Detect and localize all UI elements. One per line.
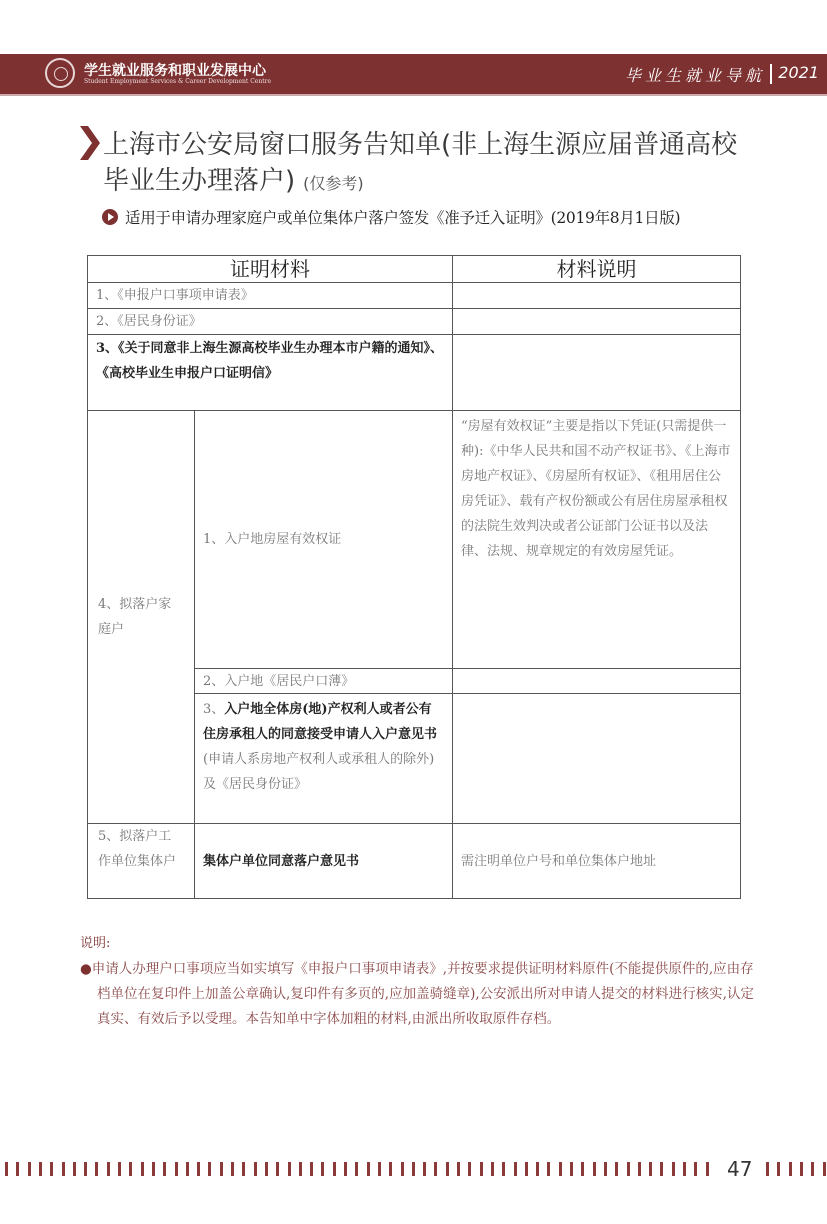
footer-tick <box>660 1162 663 1176</box>
notes-label: 说明: <box>80 936 111 951</box>
materials-table <box>87 255 741 899</box>
table-row-4-2-description <box>452 668 741 694</box>
footer-tick <box>694 1162 697 1176</box>
org-name-en: Student Employment Services & Career Development Centre <box>84 78 272 85</box>
footer-tick <box>231 1162 234 1176</box>
footer-tick <box>220 1162 223 1176</box>
footer-tick <box>378 1162 381 1176</box>
footer-tick <box>672 1162 675 1176</box>
footer-tick <box>242 1162 245 1176</box>
footer-tick <box>525 1162 528 1176</box>
table-row-5-label: 5、拟落户工作单位集体户 <box>87 823 195 899</box>
page-title-line1: 上海市公安局窗口服务告知单(非上海生源应届普通高校 <box>103 130 738 160</box>
footer-tick <box>627 1162 630 1176</box>
table-row-1-description <box>452 282 741 309</box>
table-row-2-material: 2、《居民身份证》 <box>87 308 453 335</box>
footer-tick <box>333 1162 336 1176</box>
footer-tick <box>175 1162 178 1176</box>
footer-tick <box>197 1162 200 1176</box>
footer-tick <box>265 1162 268 1176</box>
footer-tick <box>107 1162 110 1176</box>
footer-tick <box>163 1162 166 1176</box>
footer-tick <box>118 1162 121 1176</box>
footer-tick <box>208 1162 211 1176</box>
table-header-description: 材料说明 <box>452 255 741 283</box>
footer-tick <box>276 1162 279 1176</box>
page-title-line2 <box>103 160 364 197</box>
footer-tick <box>129 1162 132 1176</box>
page-title-line2-text: 毕业生办理落户) <box>103 166 296 196</box>
footer-tick <box>321 1162 324 1176</box>
table-row-3-description <box>452 334 741 411</box>
footer-tick <box>95 1162 98 1176</box>
footer-tick <box>581 1162 584 1176</box>
footer-tick <box>84 1162 87 1176</box>
table-row-1-material: 1、《申报户口事项申请表》 <box>87 282 453 309</box>
footer-tick <box>502 1162 505 1176</box>
footer-tick <box>288 1162 291 1176</box>
guide-year: 2021 <box>778 63 819 82</box>
footer-ticks-left <box>5 1162 715 1176</box>
footer-tick <box>434 1162 437 1176</box>
header-band <box>0 54 827 96</box>
footer-ticks-right <box>766 1162 826 1176</box>
footer-tick <box>615 1162 618 1176</box>
play-bullet-icon <box>102 209 118 225</box>
row-4-3-suffix: (申请人系房地产权利人或承租人的除外)及《居民身份证》 <box>203 752 435 792</box>
footer-tick <box>766 1162 769 1176</box>
reference-note: (仅参考) <box>303 174 364 193</box>
footer-tick <box>16 1162 19 1176</box>
footer-tick <box>491 1162 494 1176</box>
footer-tick <box>5 1162 8 1176</box>
footer-tick <box>823 1162 826 1176</box>
footer-tick <box>73 1162 76 1176</box>
footer-tick <box>423 1162 426 1176</box>
table-row-4-label <box>87 410 195 824</box>
notes-body <box>80 957 760 1032</box>
divider <box>770 64 772 84</box>
org-name-cn: 学生就业服务和职业发展中心 <box>84 63 266 79</box>
subtitle: 适用于申请办理家庭户或单位集体户落户签发《准予迁入证明》(2019年8月1日版) <box>125 209 681 227</box>
table-row-5-material <box>194 823 453 899</box>
university-seal-icon <box>45 58 75 88</box>
footer-tick <box>468 1162 471 1176</box>
footer-tick <box>152 1162 155 1176</box>
footer-tick <box>457 1162 460 1176</box>
footer-tick <box>299 1162 302 1176</box>
footer-tick <box>141 1162 144 1176</box>
table-row-4-2-material: 2、入户地《居民户口薄》 <box>194 668 453 694</box>
footer-tick <box>355 1162 358 1176</box>
row-4-1-material-text: 1、入户地房屋有效权证 <box>203 532 342 547</box>
guide-title: 毕业生就业导航 <box>624 66 765 85</box>
page-footer <box>0 1157 827 1181</box>
table-row-4-3-description <box>452 693 741 824</box>
footer-tick <box>28 1162 31 1176</box>
footer-tick <box>789 1162 792 1176</box>
footer-tick <box>367 1162 370 1176</box>
footer-tick <box>570 1162 573 1176</box>
footer-tick <box>638 1162 641 1176</box>
footer-tick <box>480 1162 483 1176</box>
chevron-right-icon <box>78 126 100 160</box>
bullet-icon: ● <box>80 961 92 977</box>
footer-tick <box>683 1162 686 1176</box>
notes-text: 申请人办理户口事项应当如实填写《申报户口事项申请表》,并按要求提供证明材料原件(不能提供原件的,应由存档单位在复印件上加盖公章确认,复印件有多页的,应加盖骑缝章),公安派出所对申请人提交的材料进行核实,认定真实、有效后予以受理。本告知单中字体加粗的材料,由派出所收取原件存档。 <box>91 961 754 1027</box>
table-row-3-material: 3、《关于同意非上海生源高校毕业生办理本市户籍的通知》、《高校毕业生申报户口证明信》 <box>87 334 453 411</box>
row-4-3-prefix: 3、 <box>203 702 225 717</box>
footer-tick <box>604 1162 607 1176</box>
footer-tick <box>254 1162 257 1176</box>
footer-tick <box>62 1162 65 1176</box>
footer-tick <box>706 1162 709 1176</box>
table-row-5-description <box>452 823 741 899</box>
footer-tick <box>800 1162 803 1176</box>
footer-tick <box>401 1162 404 1176</box>
footer-tick <box>559 1162 562 1176</box>
table-row-2-description <box>452 308 741 335</box>
table-row-4-1-material <box>194 410 453 669</box>
footer-tick <box>811 1162 814 1176</box>
footer-tick <box>593 1162 596 1176</box>
row-4-3-bold: 入户地全体房(地)产权利人或者公有住房承租人的同意接受申请人入户意见书 <box>203 702 438 742</box>
footer-tick <box>186 1162 189 1176</box>
table-row-4-1-description: “房屋有效权证”主要是指以下凭证(只需提供一种):《中华人民共和国不动产权证书》、《上海市房地产权证》、《房屋所有权证》、《租用居住公房凭证》、载有产权份额或公有居住房屋承租权的法院生效判决或者公证部门公证书以及法律、法规、规章规定的有效房屋凭证。 <box>452 410 741 669</box>
footer-tick <box>344 1162 347 1176</box>
footer-tick <box>547 1162 550 1176</box>
footer-tick <box>389 1162 392 1176</box>
row-5-material-text: 集体户单位同意落户意见书 <box>203 853 360 869</box>
row-5-description-text: 需注明单位户号和单位集体户地址 <box>461 853 657 869</box>
footer-tick <box>777 1162 780 1176</box>
footer-tick <box>310 1162 313 1176</box>
footer-tick <box>39 1162 42 1176</box>
page-number: 47 <box>727 1157 753 1181</box>
footer-tick <box>536 1162 539 1176</box>
table-row-4-3-material <box>194 693 453 824</box>
footer-tick <box>446 1162 449 1176</box>
footer-tick <box>50 1162 53 1176</box>
row-4-label-text: 4、拟落户家庭户 <box>98 597 172 637</box>
table-header-materials: 证明材料 <box>87 255 453 283</box>
footer-tick <box>649 1162 652 1176</box>
footer-tick <box>412 1162 415 1176</box>
footer-tick <box>514 1162 517 1176</box>
